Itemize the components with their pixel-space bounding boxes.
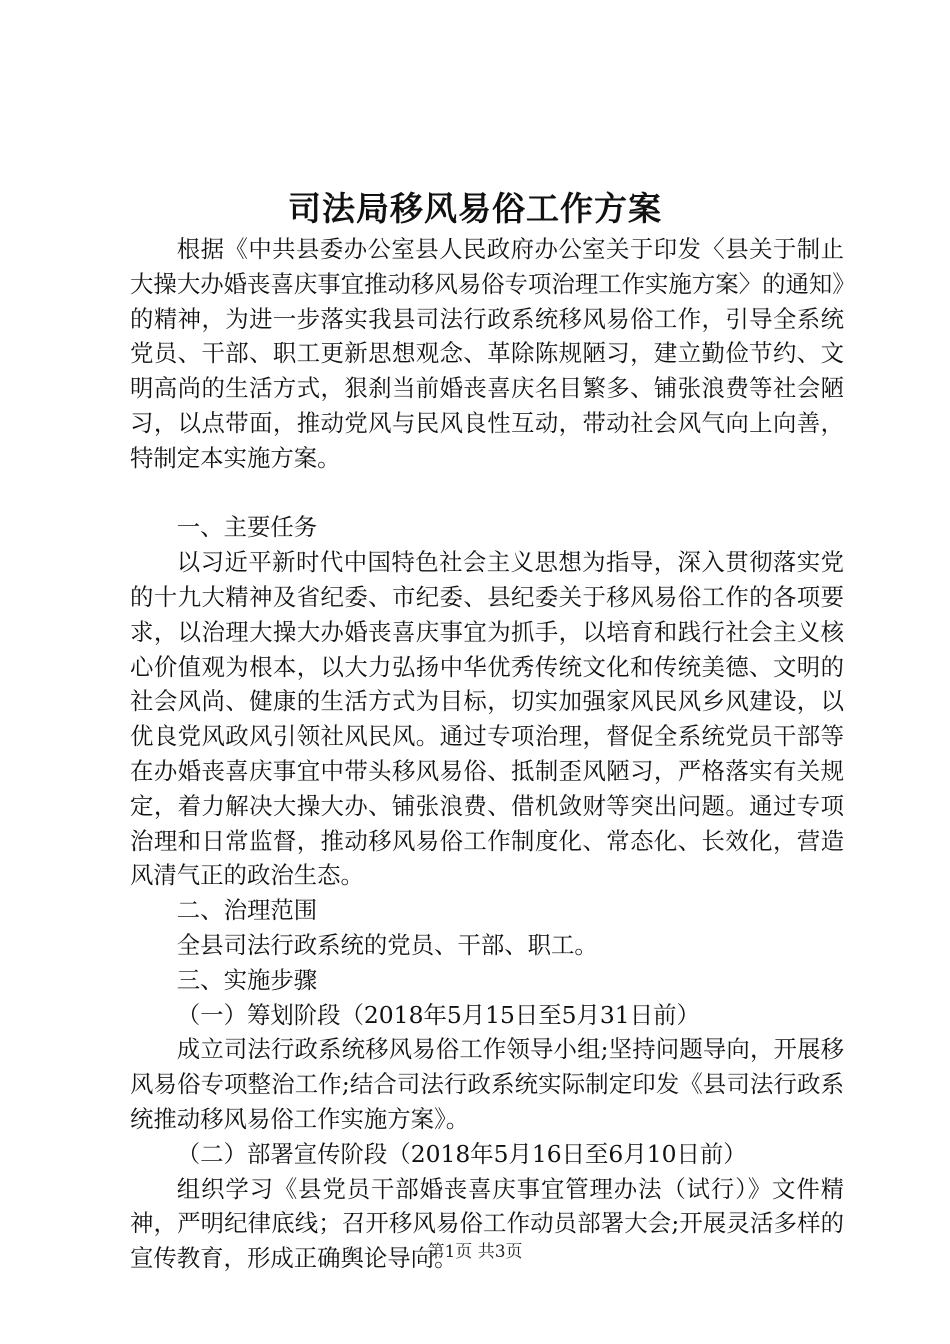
section-heading-steps: 三、实施步骤 [176, 965, 318, 994]
document-body [130, 232, 844, 1276]
paragraph-main-tasks: 以习近平新时代中国特色社会主义思想为指导，深入贯彻落实党的十九大精神及省纪委、市纪委、县纪委关于移风易俗工作的各项要求，以治理大操大办婚丧喜庆事宜为抓手，以培育和践行社会主义核心价值观为根本，以大力弘扬中华优秀传统文化和传统美德、文明的社会风尚、健康的生活方式为目标，切实加强家风民风乡风建设，以优良党风政风引领社风民风。通过专项治理，督促全系统党员干部等在办婚丧喜庆事宜中带头移风易俗、抵制歪风陋习，严格落实有关规定，着力解决大操大办、铺张浪费、借机敛财等突出问题。通过专项治理和日常监督，推动移风易俗工作制度化、常态化、长效化，营造风清气正的政治生态。 [130, 548, 844, 890]
subheading-planning-phase: （一）筹划阶段（2018年5月15日至5月31日前） [176, 1000, 700, 1029]
section-heading-scope: 二、治理范围 [176, 896, 318, 925]
page-number: 第1页 共3页 [427, 1242, 523, 1262]
paragraph-scope: 全县司法行政系统的党员、干部、职工。 [176, 930, 598, 959]
paragraph-intro: 根据《中共县委办公室县人民政府办公室关于印发〈县关于制止大操大办婚丧喜庆事宜推动移风易俗专项治理工作实施方案〉的通知》的精神，为进一步落实我县司法行政系统移风易俗工作，引导全系统党员、干部、职工更新思想观念、革除陈规陋习，建立勤俭节约、文明高尚的生活方式，狠刹当前婚丧喜庆名目繁多、铺张浪费等社会陋习，以点带面，推动党风与民风良性互动，带动社会风气向上向善，特制定本实施方案。 [130, 235, 844, 472]
section-heading-main-tasks: 一、主要任务 [176, 513, 318, 542]
subheading-deployment-phase: （二）部署宣传阶段（2018年5月16日至6月10日前） [176, 1139, 747, 1168]
paragraph-deployment-phase: 组织学习《县党员干部婚丧喜庆事宜管理办法（试行）》文件精神，严明纪律底线；召开移风易俗工作动员部署大会;开展灵活多样的宣传教育，形成正确舆论导向。 [130, 1174, 844, 1273]
paragraph-planning-phase: 成立司法行政系统移风易俗工作领导小组;坚持问题导向，开展移风易俗专项整治工作;结合司法行政系统实际制定印发《县司法行政系统推动移风易俗工作实施方案》。 [130, 1035, 844, 1133]
document-title: 司法局移风易俗工作方案 [288, 189, 662, 228]
